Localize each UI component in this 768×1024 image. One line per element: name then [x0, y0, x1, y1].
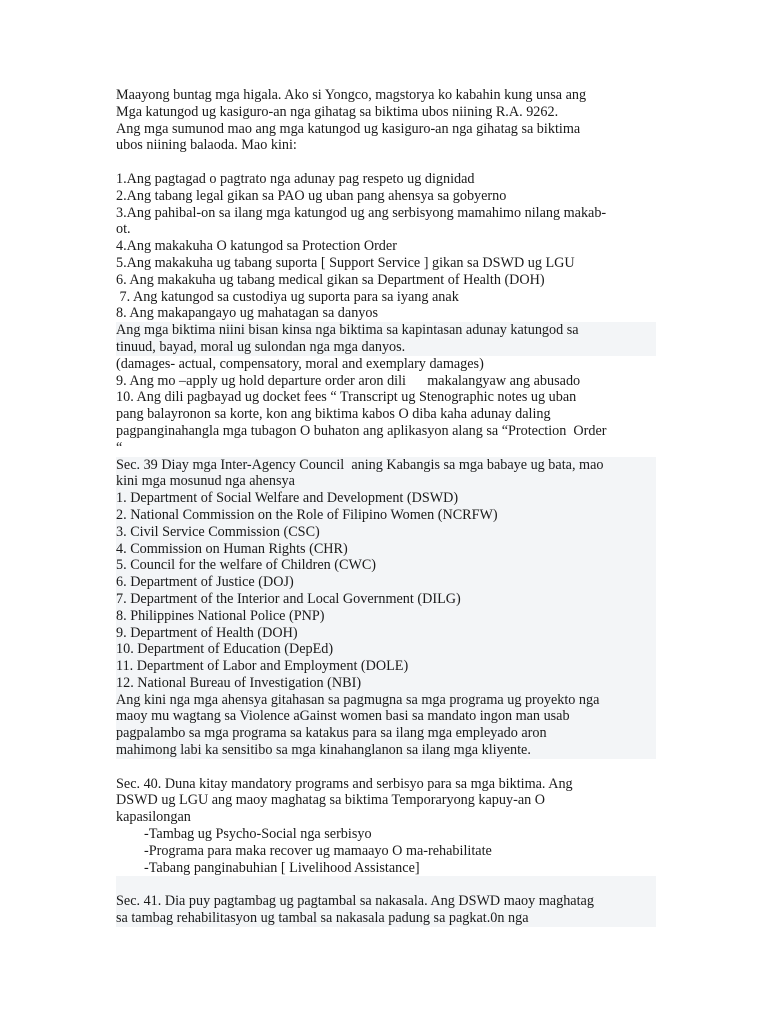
list-item: -Tambag ug Psycho-Social nga serbisyo [144, 826, 372, 843]
section-40 [116, 776, 656, 877]
damages-note [116, 322, 656, 356]
rights-list [116, 171, 656, 322]
blank-line [116, 154, 656, 171]
list-item: pang balayronon sa korte, kon ang biktima kabos O diba kaha adunay daling [116, 406, 551, 423]
section-41 [116, 876, 656, 926]
agencies-note [116, 692, 656, 759]
blank-line [116, 876, 656, 893]
text-line: Maayong buntag mga higala. Ako si Yongco, magstorya ko kabahin kung unsa ang [116, 87, 587, 103]
list-item: 8. Philippines National Police (PNP) [116, 607, 325, 624]
list-item: -Tabang panginabuhian [ Livelihood Assistance] [144, 859, 420, 876]
list-item: 10. Ang dili pagbayad ug docket fees “ Transcript ug Stenographic notes ug uban [116, 389, 577, 406]
list-item: 6. Department of Justice (DOJ) [116, 574, 294, 591]
damages-types: (damages- actual, compensatory, moral and exemplary damages) [116, 355, 484, 372]
section-heading: Sec. 40. Duna kitay mandatory programs and serbisyo para sa mga biktima. Ang [116, 775, 573, 792]
text-line: Ang mga sumunod mao ang mga katungod ug kasiguro-an nga gihatag sa biktima [116, 120, 581, 137]
list-item: 9. Ang mo –apply ug hold departure order aron dili makalangyaw ang abusado [116, 372, 581, 389]
list-item: 4. Commission on Human Rights (CHR) [116, 540, 348, 557]
intro-paragraph [116, 87, 656, 154]
text-line: kapasilongan [116, 809, 191, 826]
list-item: 7. Department of the Interior and Local Government (DILG) [116, 590, 461, 607]
list-item: pagpanginahangla mga tubagon O buhaton ang aplikasyon alang sa “Protection Order [116, 422, 607, 439]
list-item: -Programa para maka recover ug mamaayo O ma-rehabilitate [144, 842, 492, 859]
agency-list [116, 490, 656, 692]
list-item: 2. National Commission on the Role of Filipino Women (NCRFW) [116, 506, 498, 523]
list-item: 3. Civil Service Commission (CSC) [116, 523, 320, 540]
text-line: Mga katungod ug kasiguro-an nga gihatag sa biktima ubos niining R.A. 9262. [116, 103, 559, 120]
document-body [116, 87, 656, 927]
list-item: 12. National Bureau of Investigation (NBI) [116, 674, 362, 691]
list-item: 1. Department of Social Welfare and Development (DSWD) [116, 490, 459, 507]
list-item: 10. Department of Education (DepEd) [116, 641, 334, 658]
text-line: DSWD ug LGU ang maoy maghatag sa biktima Temporaryong kapuy-an O [116, 792, 545, 809]
blank-line [116, 759, 656, 776]
section-heading: Sec. 41. Dia puy pagtambag ug pagtambal sa nakasala. Ang DSWD maoy maghatag [116, 893, 594, 910]
section-heading: Sec. 39 Diay mga Inter-Agency Council aning Kabangis sa mga babaye ug bata, mao [116, 456, 604, 473]
text-line: pagpalambo sa mga programa sa katakus para sa ilang mga empleyado aron [116, 725, 547, 742]
list-item: 4.Ang makakuha O katungod sa Protection Order [116, 238, 397, 255]
section-39 [116, 457, 656, 759]
text-line: ubos niining balaoda. Mao kini: [116, 137, 297, 154]
text-line: mahimong labi ka sensitibo sa mga kinahanglanon sa ilang mga kliyente. [116, 742, 531, 759]
text-line: Ang kini nga mga ahensya gitahasan sa pagmugna sa mga programa ug proyekto nga [116, 691, 600, 708]
list-item: 9. Department of Health (DOH) [116, 624, 298, 641]
list-item: 2.Ang tabang legal gikan sa PAO ug uban pang ahensya sa gobyerno [116, 187, 507, 204]
list-item: 5.Ang makakuha ug tabang suporta [ Support Service ] gikan sa DSWD ug LGU [116, 254, 575, 271]
list-item: 1.Ang pagtagad o pagtrato nga adunay pag respeto ug dignidad [116, 170, 475, 187]
text-line: Ang mga biktima niini bisan kinsa nga biktima sa kapintasan adunay katungod sa [116, 322, 579, 339]
text-line: kini mga mosunud nga ahensya [116, 473, 295, 490]
text-line: maoy mu wagtang sa Violence aGainst women basi sa mandato ingon man usab [116, 708, 570, 725]
text-line: sa tambag rehabilitasyon ug tambal sa nakasala padung sa pagkat.0n nga [116, 910, 529, 927]
list-item: 3.Ang pahibal-on sa ilang mga katungod ug ang serbisyong mamahimo nilang makab- [116, 204, 607, 221]
rights-list-continued [116, 373, 656, 457]
text-line: tinuud, bayad, moral ug sulondan nga mga danyos. [116, 338, 406, 355]
list-item: 5. Council for the welfare of Children (CWC) [116, 557, 377, 574]
list-item: 8. Ang makapangayo ug mahatagan sa danyos [116, 305, 379, 322]
list-item: ot. [116, 221, 131, 238]
list-item: 11. Department of Labor and Employment (DOLE) [116, 658, 409, 675]
list-item: “ [116, 439, 123, 456]
list-item: 6. Ang makakuha ug tabang medical gikan sa Department of Health (DOH) [116, 271, 545, 288]
list-item: 7. Ang katungod sa custodiya ug suporta para sa iyang anak [116, 288, 459, 305]
